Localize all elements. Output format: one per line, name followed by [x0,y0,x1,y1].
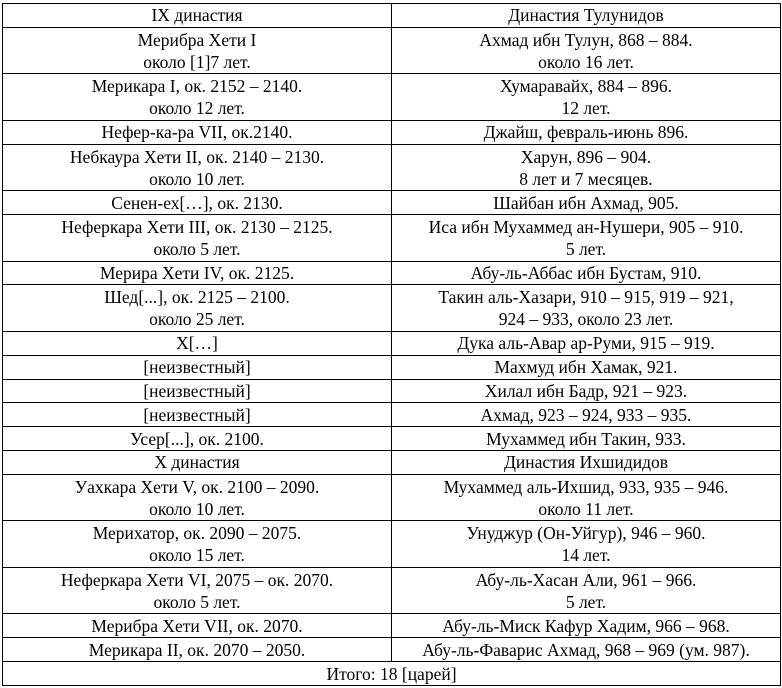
cell-line: 5 лет. [565,591,607,612]
table-row [3,285,781,332]
ruler-cell-egypt [3,521,392,568]
ruler-cell-caliphate [392,27,781,74]
ruler-cell-caliphate [392,638,781,662]
cell-line: около 11 лет. [538,498,634,519]
ruler-cell-egypt [3,120,392,144]
header2-cell-right: Династия Ихшидидов [392,450,781,474]
cell-line: 8 лет и 7 месяцев. [519,168,653,189]
ruler-cell-egypt [3,474,392,521]
cell-line: Мерикара II, ок. 2070 – 2050. [88,639,306,660]
table-row [3,614,781,638]
cell-line: [неизвестный] [143,404,251,425]
dynasty-table [2,3,781,686]
cell-line: Шед[...], ок. 2125 – 2100. [104,287,290,308]
cell-line: 14 лет. [561,545,611,566]
header-row [3,4,781,28]
ruler-cell-egypt [3,427,392,451]
table-row [3,427,781,451]
table-row [3,332,781,356]
ruler-cell-caliphate [392,567,781,614]
cell-line: [неизвестный] [143,380,251,401]
cell-line: Нефер-ка-ра VII, ок.2140. [101,122,293,143]
ruler-cell-egypt [3,215,392,262]
ruler-cell-caliphate [392,285,781,332]
cell-line: Харун, 896 – 904. [520,146,652,167]
cell-line: Абу-ль-Аббас ибн Бустам, 910. [470,263,702,284]
cell-line: около 12 лет. [149,98,245,119]
cell-line: Мерикара I, ок. 2152 – 2140. [91,76,303,97]
cell-line: около 5 лет. [153,591,241,612]
ruler-cell-caliphate [392,355,781,379]
cell-line: Мухаммед ибн Такин, 933. [486,428,686,449]
table-row [3,403,781,427]
ruler-cell-egypt [3,614,392,638]
cell-line: Мерихатор, ок. 2090 – 2075. [92,523,302,544]
cell-line: 12 лет. [561,98,611,119]
cell-line: Мерибра Хети I [137,29,257,50]
cell-line: Х[…] [176,333,218,354]
ruler-cell-caliphate [392,144,781,191]
table-row [3,261,781,285]
table-body [3,4,781,686]
cell-line: Неферкара Хети III, ок. 2130 – 2125. [61,216,333,237]
table-row [3,521,781,568]
header-cell-right: Династия Тулунидов [392,4,781,28]
ruler-cell-caliphate [392,474,781,521]
ruler-cell-egypt [3,379,392,403]
cell-line: около 16 лет. [538,51,634,72]
table-row [3,144,781,191]
cell-line: около 5 лет. [153,238,241,259]
table-row [3,191,781,215]
table-row [3,74,781,121]
cell-line: Абу-ль-Миск Кафур Хадим, 966 – 968. [442,615,730,636]
ruler-cell-caliphate [392,215,781,262]
header2-cell-left: X династия [3,450,392,474]
ruler-cell-caliphate [392,74,781,121]
ruler-cell-egypt [3,403,392,427]
ruler-cell-caliphate [392,427,781,451]
ruler-cell-caliphate [392,521,781,568]
cell-line: Махмуд ибн Хамак, 921. [494,357,678,378]
cell-line: Усер[...], ок. 2100. [130,428,264,449]
cell-line: около 15 лет. [149,545,245,566]
ruler-cell-caliphate [392,120,781,144]
table-row [3,215,781,262]
table-row [3,474,781,521]
ruler-cell-caliphate [392,403,781,427]
cell-line: 924 – 933, около 23 лет. [498,309,674,330]
ruler-cell-egypt [3,191,392,215]
ruler-cell-egypt [3,261,392,285]
table-row [3,379,781,403]
cell-line: около 25 лет. [149,309,245,330]
cell-line: Шайбан ибн Ахмад, 905. [493,192,679,213]
ruler-cell-caliphate [392,191,781,215]
cell-line: Хумаравайх, 884 – 896. [500,76,672,97]
header-cell-left: IX династия [3,4,392,28]
cell-line: 5 лет. [565,238,607,259]
cell-line: Хилал ибн Бадр, 921 – 923. [484,380,688,401]
cell-line: [неизвестный] [143,357,251,378]
ruler-cell-egypt [3,567,392,614]
cell-line: Ахмад ибн Тулун, 868 – 884. [479,29,693,50]
cell-line: Мерибра Хети VII, ок. 2070. [91,615,303,636]
cell-line: Уахкара Хети V, ок. 2100 – 2090. [74,476,320,497]
cell-line: Мерира Хети IV, ок. 2125. [99,263,295,284]
ruler-cell-egypt [3,144,392,191]
cell-line: Неферкара Хети VI, 2075 – ок. 2070. [60,569,334,590]
ruler-cell-egypt [3,74,392,121]
total-cell: Итого: 18 [царей] [3,662,781,686]
table-row [3,27,781,74]
header-row-2 [3,450,781,474]
cell-line: около 10 лет. [149,168,245,189]
cell-line: Абу-ль-Хасан Али, 961 – 966. [475,569,697,590]
cell-line: Сенен-ех[…], ок. 2130. [111,192,283,213]
ruler-cell-egypt [3,355,392,379]
ruler-cell-caliphate [392,614,781,638]
ruler-cell-egypt [3,27,392,74]
cell-line: около 10 лет. [149,498,245,519]
table-row [3,567,781,614]
ruler-cell-caliphate [392,379,781,403]
total-row [3,662,781,686]
ruler-cell-egypt [3,638,392,662]
cell-line: Абу-ль-Фаварис Ахмад, 968 – 969 (ум. 987). [422,639,750,660]
cell-line: Такин аль-Хазари, 910 – 915, 919 – 921, [438,287,734,308]
cell-line: Иса ибн Мухаммед ан-Нушери, 905 – 910. [428,216,744,237]
ruler-cell-egypt [3,285,392,332]
ruler-cell-caliphate [392,332,781,356]
table-row [3,120,781,144]
ruler-cell-egypt [3,332,392,356]
cell-line: Унуджур (Он-Уйгур), 946 – 960. [466,523,706,544]
table-row [3,638,781,662]
ruler-cell-caliphate [392,261,781,285]
table-row [3,355,781,379]
cell-line: Небкаура Хети II, ок. 2140 – 2130. [69,146,325,167]
cell-line: Джайш, февраль-июнь 896. [483,122,689,143]
cell-line: около [1]7 лет. [143,51,251,72]
cell-line: Дука аль-Авар ар-Руми, 915 – 919. [457,333,715,354]
cell-line: Мухаммед аль-Ихшид, 933, 935 – 946. [443,476,729,497]
cell-line: Ахмад, 923 – 924, 933 – 935. [480,404,692,425]
